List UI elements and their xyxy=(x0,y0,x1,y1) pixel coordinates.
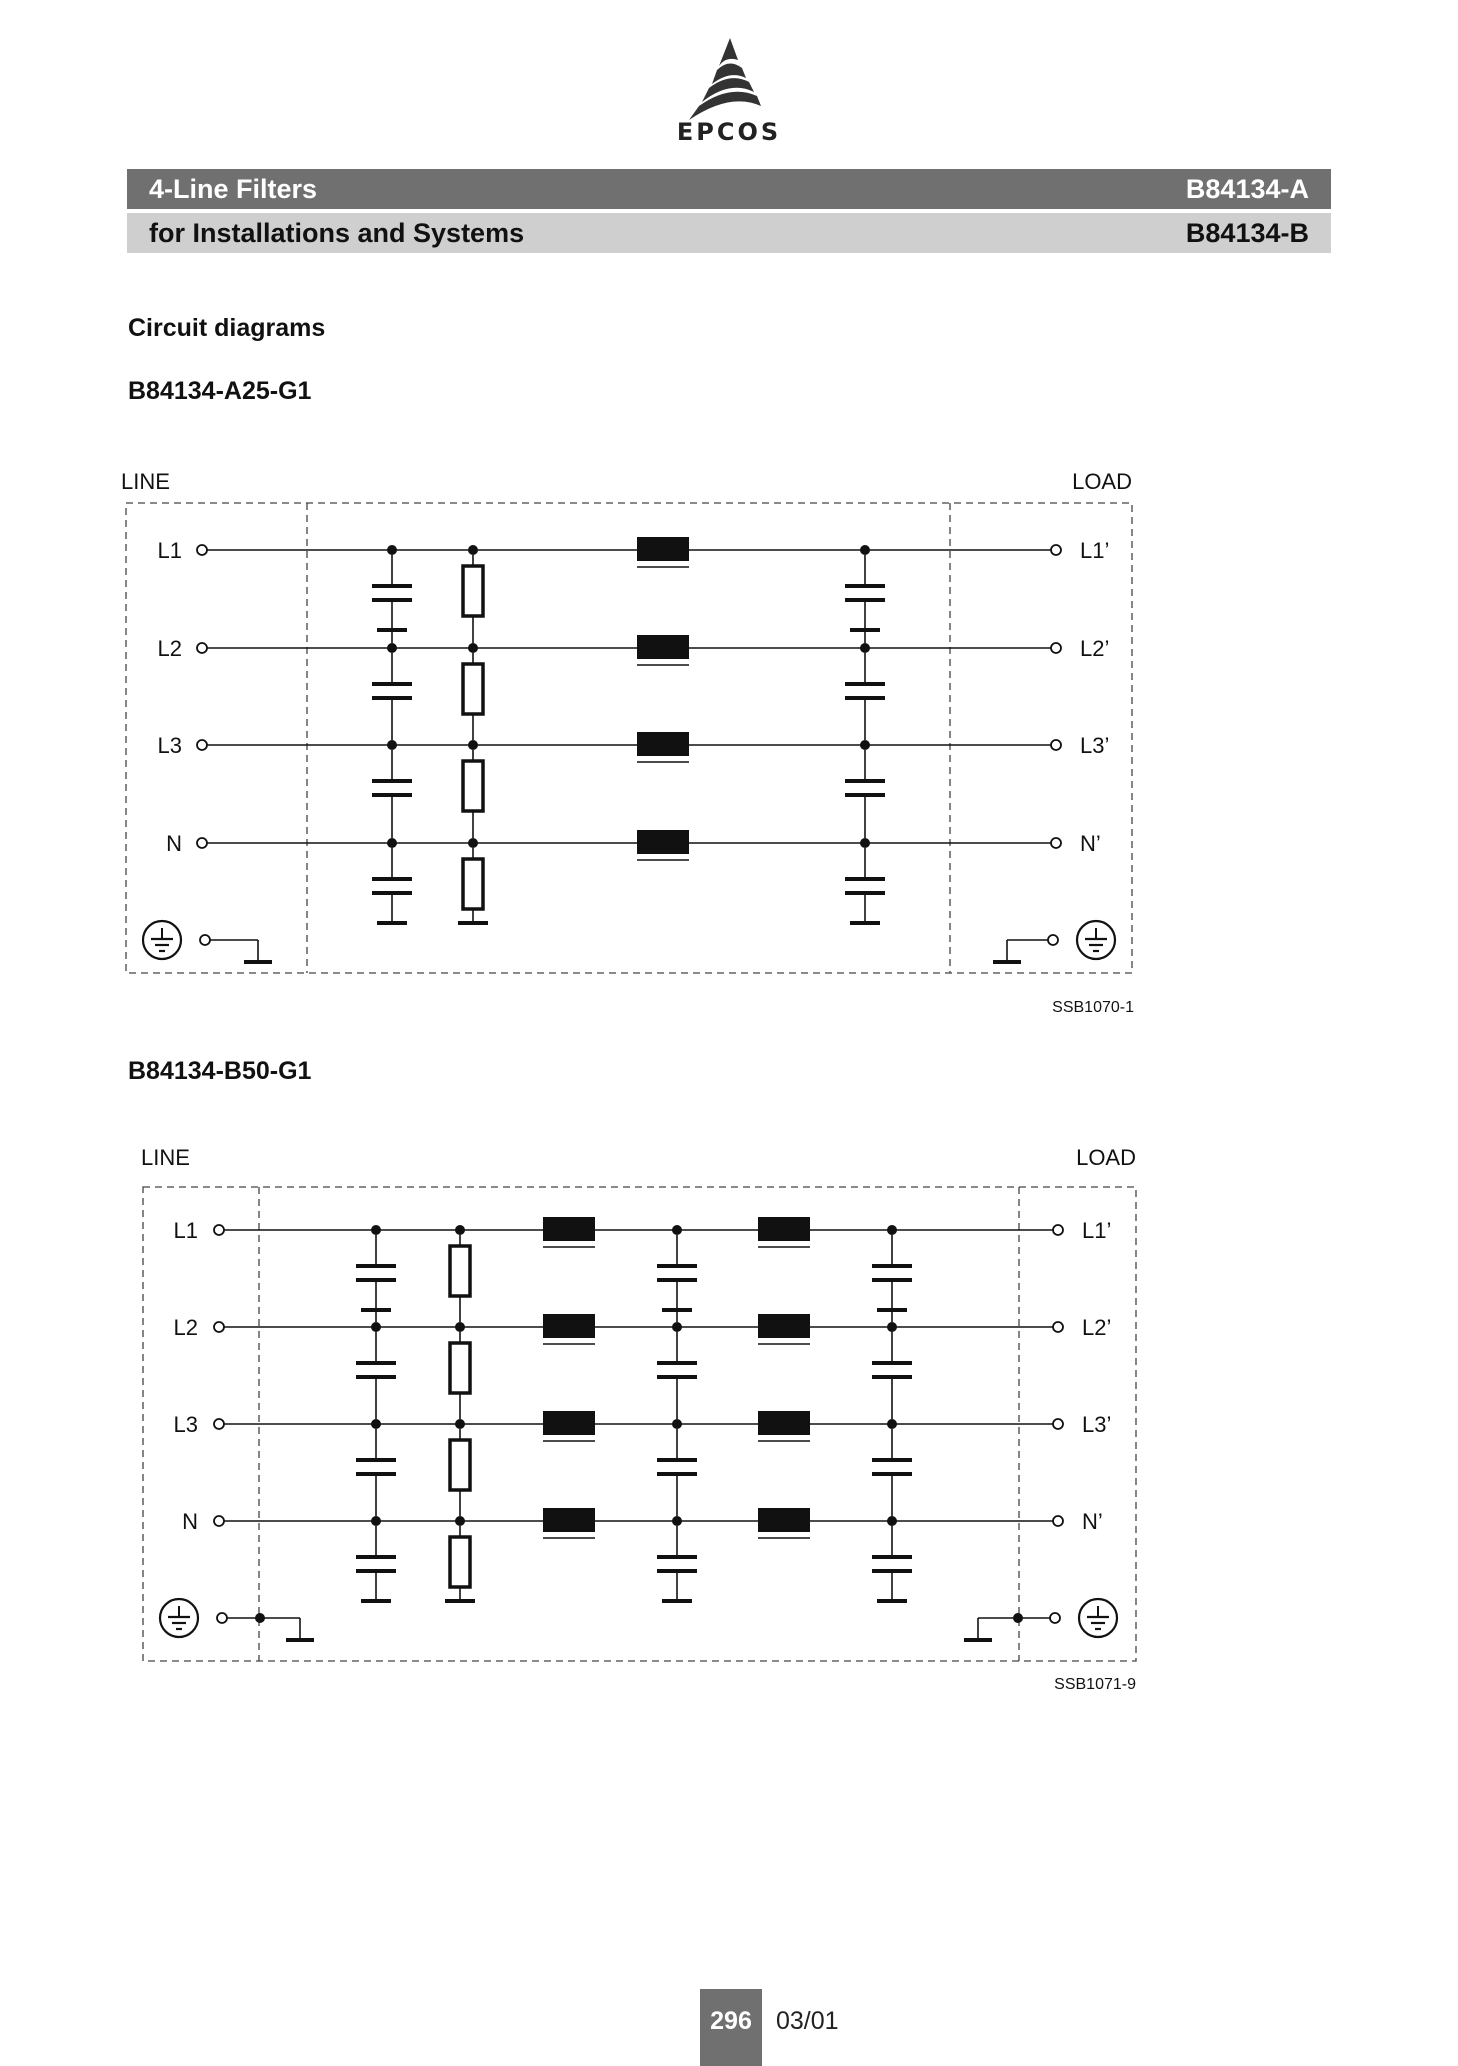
page-number: 296 xyxy=(700,1989,762,2066)
terminal-circle xyxy=(1053,1516,1063,1526)
choke-core xyxy=(543,1217,595,1241)
input-label: L1 xyxy=(173,1218,198,1243)
resistor-body xyxy=(450,1343,470,1393)
header-title: 4-Line Filters xyxy=(149,173,318,204)
section-title: Circuit diagrams xyxy=(128,314,326,342)
junction-dot xyxy=(371,1419,381,1429)
junction-dot xyxy=(887,1516,897,1526)
input-label: L2 xyxy=(157,636,182,661)
junction-dot xyxy=(455,1516,465,1526)
drawing-reference: SSB1070-1 xyxy=(1052,999,1134,1016)
junction-dot xyxy=(455,1419,465,1429)
choke-core xyxy=(543,1411,595,1435)
junction-dot xyxy=(672,1516,682,1526)
junction-dot xyxy=(672,1419,682,1429)
junction-dot xyxy=(371,1516,381,1526)
junction-dot xyxy=(455,1225,465,1235)
terminal-circle xyxy=(1053,1419,1063,1429)
output-label: L3’ xyxy=(1082,1412,1112,1437)
load-label: LOAD xyxy=(1072,469,1132,494)
terminal-circle xyxy=(214,1225,224,1235)
terminal-circle xyxy=(1053,1322,1063,1332)
choke-core xyxy=(543,1508,595,1532)
choke-core xyxy=(758,1217,810,1241)
junction-dot xyxy=(887,1225,897,1235)
input-label: N xyxy=(166,831,182,856)
output-label: L3’ xyxy=(1080,733,1110,758)
junction-dot xyxy=(371,1322,381,1332)
choke-core xyxy=(758,1314,810,1338)
output-label: L2’ xyxy=(1080,636,1110,661)
input-label: L2 xyxy=(173,1315,198,1340)
input-label: N xyxy=(182,1509,198,1534)
diagram-1-title: B84134-A25-G1 xyxy=(128,377,312,405)
output-label: L2’ xyxy=(1082,1315,1112,1340)
terminal-circle xyxy=(214,1516,224,1526)
input-label: L1 xyxy=(157,538,182,563)
drawing-reference: SSB1071-9 xyxy=(1054,1676,1136,1693)
page-date: 03/01 xyxy=(776,2007,839,2035)
terminal-circle xyxy=(217,1613,227,1623)
choke-core xyxy=(758,1508,810,1532)
junction-dot xyxy=(672,1225,682,1235)
header-subtitle: for Installations and Systems xyxy=(149,217,525,248)
terminal-circle xyxy=(1050,1613,1060,1623)
line-label: LINE xyxy=(141,1145,190,1170)
junction-dot xyxy=(455,1322,465,1332)
resistor-body xyxy=(450,1246,470,1296)
choke-core xyxy=(543,1314,595,1338)
junction-dot xyxy=(1013,1613,1023,1623)
output-label: N’ xyxy=(1082,1509,1103,1534)
terminal-circle xyxy=(214,1419,224,1429)
junction-dot xyxy=(672,1322,682,1332)
resistor-body xyxy=(450,1440,470,1490)
diagram-2-title: B84134-B50-G1 xyxy=(128,1057,312,1085)
line-label: LINE xyxy=(121,469,170,494)
junction-dot xyxy=(255,1613,265,1623)
input-label: L3 xyxy=(173,1412,198,1437)
choke-core xyxy=(758,1411,810,1435)
header-title-code: B84134-A xyxy=(1185,173,1309,204)
input-label: L3 xyxy=(157,733,182,758)
header-subtitle-code: B84134-B xyxy=(1185,217,1309,248)
output-label: N’ xyxy=(1080,831,1101,856)
junction-dot xyxy=(887,1322,897,1332)
load-label: LOAD xyxy=(1076,1145,1136,1170)
junction-dot xyxy=(887,1419,897,1429)
terminal-circle xyxy=(1053,1225,1063,1235)
terminal-circle xyxy=(214,1322,224,1332)
logo-text: EPCOS xyxy=(676,118,782,146)
resistor-body xyxy=(450,1537,470,1587)
junction-dot xyxy=(371,1225,381,1235)
output-label: L1’ xyxy=(1080,538,1110,563)
output-label: L1’ xyxy=(1082,1218,1112,1243)
